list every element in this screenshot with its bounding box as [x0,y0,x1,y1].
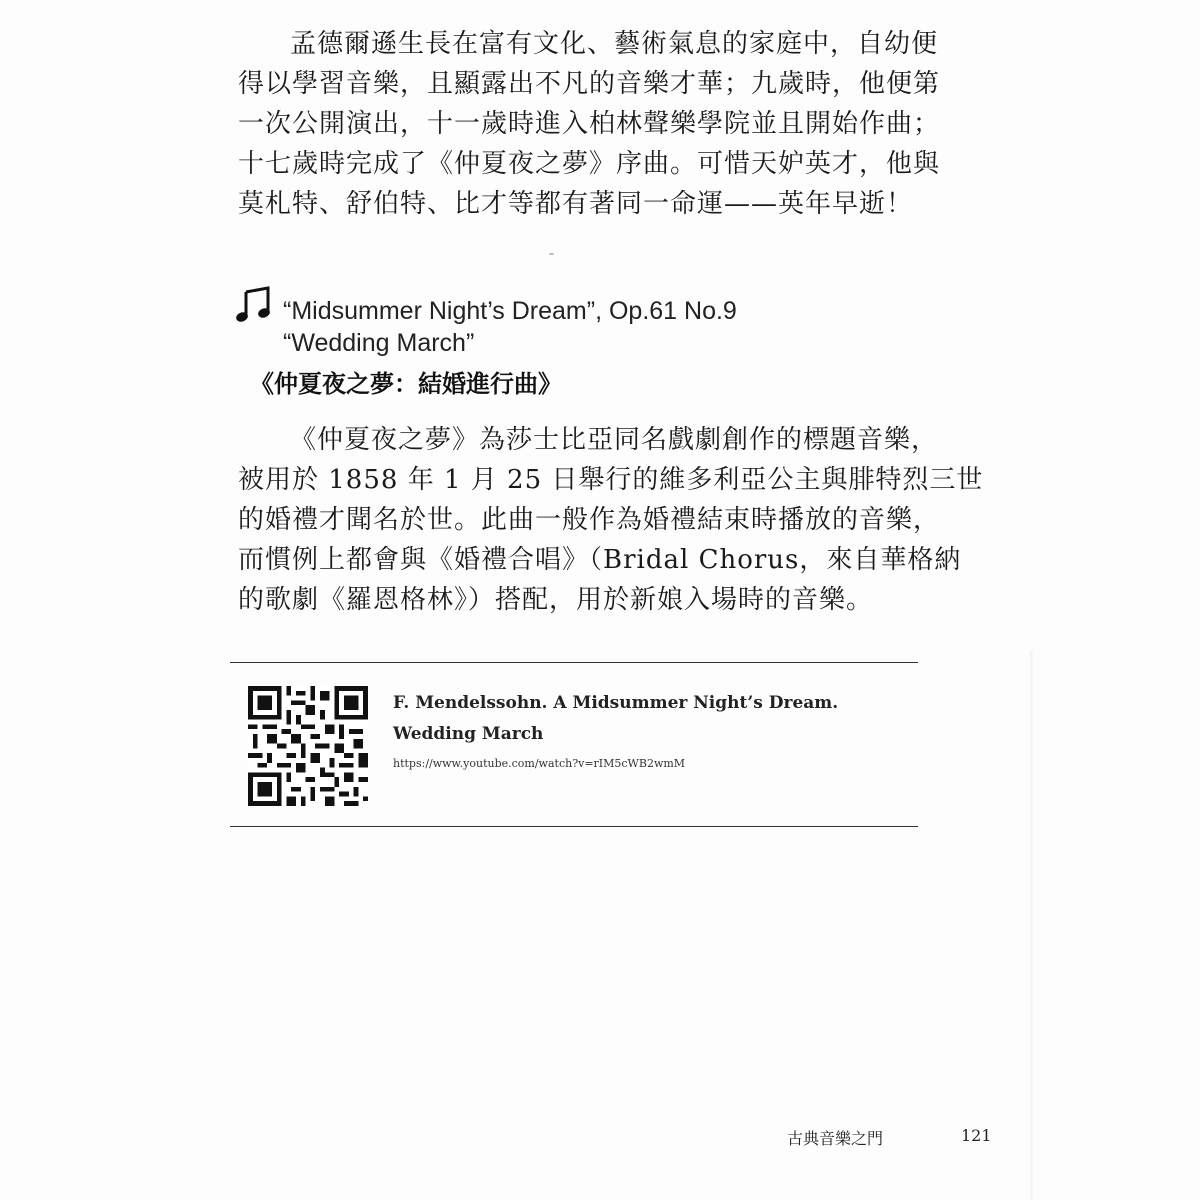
paragraph-line: 莫札特、舒伯特、比才等都有著同一命運——英年早逝！ [238,189,914,219]
paragraph-line: 十七歲時完成了《仲夏夜之夢》序曲。可惜天妒英才，他與 [238,149,941,179]
paragraph-line: 的歌劇《羅恩格林》）搭配，用於新娘入場時的音樂。 [238,585,874,615]
description-paragraph [238,420,984,620]
paragraph-line: 而慣例上都會與《婚禮合唱》（Bridal Chorus，來自華格納 [238,545,962,575]
paragraph-line: 《仲夏夜之夢》為莎士比亞同名戲劇創作的標題音樂， [290,425,939,455]
paragraph-line: 得以學習音樂，且顯露出不凡的音樂才華；九歲時，他便第 [238,69,941,99]
reference-top-rule [230,662,918,663]
reference-bottom-rule [230,826,918,827]
reference-url-link[interactable]: https://www.youtube.com/watch?v=rIM5cWB2wmM [393,757,686,770]
footer-book-title: 古典音樂之門 [787,1129,884,1148]
qr-code-icon[interactable] [248,686,368,806]
scan-mark: ˉ [548,252,555,268]
piece-title-chinese: 《仲夏夜之夢：結婚進行曲》 [250,370,562,398]
music-note-icon [234,286,274,326]
page-shadow-edge [1030,650,1034,1200]
piece-title-english: “Midsummer Night’s Dream”, Op.61 No.9 [283,297,737,325]
footer-page-number: 121 [961,1126,992,1145]
reference-title: F. Mendelssohn. A Midsummer Night’s Dream. Wedding March [393,693,839,744]
paragraph-line: 被用於 1858 年 1 月 25 日舉行的維多利亞公主與腓特烈三世 [238,465,984,495]
paragraph-line: 孟德爾遜生長在富有文化、藝術氣息的家庭中，自幼便 [290,29,939,59]
intro-paragraph [238,24,941,224]
piece-subtitle-english: “Wedding March” [283,329,475,357]
paragraph-line: 一次公開演出，十一歲時進入柏林聲樂學院並且開始作曲； [238,109,941,139]
paragraph-line: 的婚禮才聞名於世。此曲一般作為婚禮結束時播放的音樂， [238,505,941,535]
